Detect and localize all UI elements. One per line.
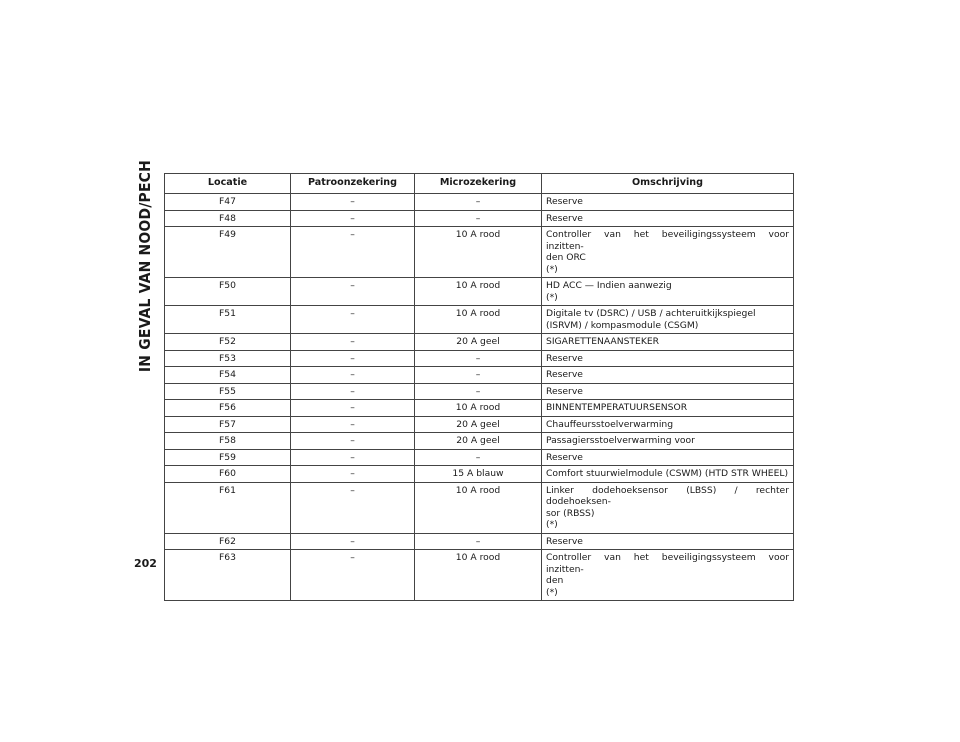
cell-microzekering: – — [415, 350, 542, 367]
cell-microzekering: 20 A geel — [415, 433, 542, 450]
cell-microzekering: – — [415, 449, 542, 466]
table-row — [165, 383, 794, 400]
header-locatie: Locatie — [165, 174, 291, 194]
cell-patroonzekering: – — [291, 306, 415, 334]
cell-omschrijving: Linker dodehoeksensor (LBSS) / rechter dodehoeksen- sor (RBSS) (*) — [542, 482, 794, 533]
cell-patroonzekering: – — [291, 449, 415, 466]
cell-patroonzekering: – — [291, 533, 415, 550]
table-row — [165, 416, 794, 433]
cell-locatie: F59 — [165, 449, 291, 466]
cell-patroonzekering: – — [291, 278, 415, 306]
cell-omschrijving: Passagiersstoelverwarming voor — [542, 433, 794, 450]
cell-patroonzekering: – — [291, 334, 415, 351]
cell-microzekering: – — [415, 533, 542, 550]
table-row — [165, 482, 794, 533]
table-row — [165, 306, 794, 334]
fuse-table-body — [165, 194, 794, 601]
cell-locatie: F63 — [165, 550, 291, 601]
cell-patroonzekering: – — [291, 194, 415, 211]
cell-locatie: F62 — [165, 533, 291, 550]
cell-microzekering: 10 A rood — [415, 550, 542, 601]
cell-omschrijving: Reserve — [542, 350, 794, 367]
cell-patroonzekering: – — [291, 433, 415, 450]
table-row — [165, 278, 794, 306]
cell-microzekering: – — [415, 367, 542, 384]
cell-locatie: F61 — [165, 482, 291, 533]
cell-patroonzekering: – — [291, 367, 415, 384]
cell-locatie: F52 — [165, 334, 291, 351]
table-row — [165, 350, 794, 367]
cell-locatie: F57 — [165, 416, 291, 433]
cell-microzekering: – — [415, 194, 542, 211]
cell-locatie: F47 — [165, 194, 291, 211]
cell-microzekering: – — [415, 210, 542, 227]
chapter-title-text: IN GEVAL VAN NOOD/PECH — [136, 160, 154, 373]
cell-locatie: F51 — [165, 306, 291, 334]
cell-omschrijving: Reserve — [542, 194, 794, 211]
cell-microzekering: 15 A blauw — [415, 466, 542, 483]
table-row — [165, 466, 794, 483]
cell-omschrijving: Comfort stuurwielmodule (CSWM) (HTD STR WHEEL) — [542, 466, 794, 483]
cell-microzekering: 10 A rood — [415, 306, 542, 334]
cell-patroonzekering: – — [291, 350, 415, 367]
cell-locatie: F54 — [165, 367, 291, 384]
header-omschrijving: Omschrijving — [542, 174, 794, 194]
cell-omschrijving: Reserve — [542, 210, 794, 227]
cell-patroonzekering: – — [291, 416, 415, 433]
header-patroonzekering: Patroonzekering — [291, 174, 415, 194]
cell-microzekering: 10 A rood — [415, 400, 542, 417]
cell-patroonzekering: – — [291, 482, 415, 533]
cell-omschrijving: Reserve — [542, 449, 794, 466]
cell-locatie: F53 — [165, 350, 291, 367]
table-row — [165, 400, 794, 417]
cell-locatie: F49 — [165, 227, 291, 278]
cell-microzekering: 20 A geel — [415, 334, 542, 351]
cell-locatie: F50 — [165, 278, 291, 306]
cell-omschrijving: Chauffeursstoelverwarming — [542, 416, 794, 433]
cell-omschrijving: Reserve — [542, 367, 794, 384]
cell-patroonzekering: – — [291, 227, 415, 278]
cell-microzekering: 10 A rood — [415, 278, 542, 306]
cell-locatie: F56 — [165, 400, 291, 417]
cell-omschrijving: SIGARETTENAANSTEKER — [542, 334, 794, 351]
table-row — [165, 227, 794, 278]
table-row — [165, 533, 794, 550]
table-row — [165, 334, 794, 351]
table-row — [165, 550, 794, 601]
cell-locatie: F60 — [165, 466, 291, 483]
cell-patroonzekering: – — [291, 383, 415, 400]
cell-locatie: F55 — [165, 383, 291, 400]
cell-omschrijving: BINNENTEMPERATUURSENSOR — [542, 400, 794, 417]
fuse-table — [164, 173, 794, 601]
cell-microzekering: 10 A rood — [415, 482, 542, 533]
cell-omschrijving: Controller van het beveiligingssysteem voor inzitten- den (*) — [542, 550, 794, 601]
table-row — [165, 367, 794, 384]
table-header-row — [165, 174, 794, 194]
cell-patroonzekering: – — [291, 210, 415, 227]
cell-omschrijving: Reserve — [542, 533, 794, 550]
table-row — [165, 210, 794, 227]
cell-microzekering: 10 A rood — [415, 227, 542, 278]
table-row — [165, 433, 794, 450]
cell-patroonzekering: – — [291, 466, 415, 483]
cell-omschrijving: Digitale tv (DSRC) / USB / achteruitkijkspiegel (ISRVM) / kompasmodule (CSGM) — [542, 306, 794, 334]
page-number: 202 — [134, 557, 157, 570]
cell-omschrijving: Controller van het beveiligingssysteem voor inzitten- den ORC (*) — [542, 227, 794, 278]
cell-locatie: F48 — [165, 210, 291, 227]
cell-microzekering: – — [415, 383, 542, 400]
cell-patroonzekering: – — [291, 550, 415, 601]
table-row — [165, 194, 794, 211]
cell-microzekering: 20 A geel — [415, 416, 542, 433]
chapter-side-title — [131, 160, 159, 550]
cell-patroonzekering: – — [291, 400, 415, 417]
cell-omschrijving: Reserve — [542, 383, 794, 400]
table-row — [165, 449, 794, 466]
cell-locatie: F58 — [165, 433, 291, 450]
cell-omschrijving: HD ACC — Indien aanwezig (*) — [542, 278, 794, 306]
header-microzekering: Microzekering — [415, 174, 542, 194]
